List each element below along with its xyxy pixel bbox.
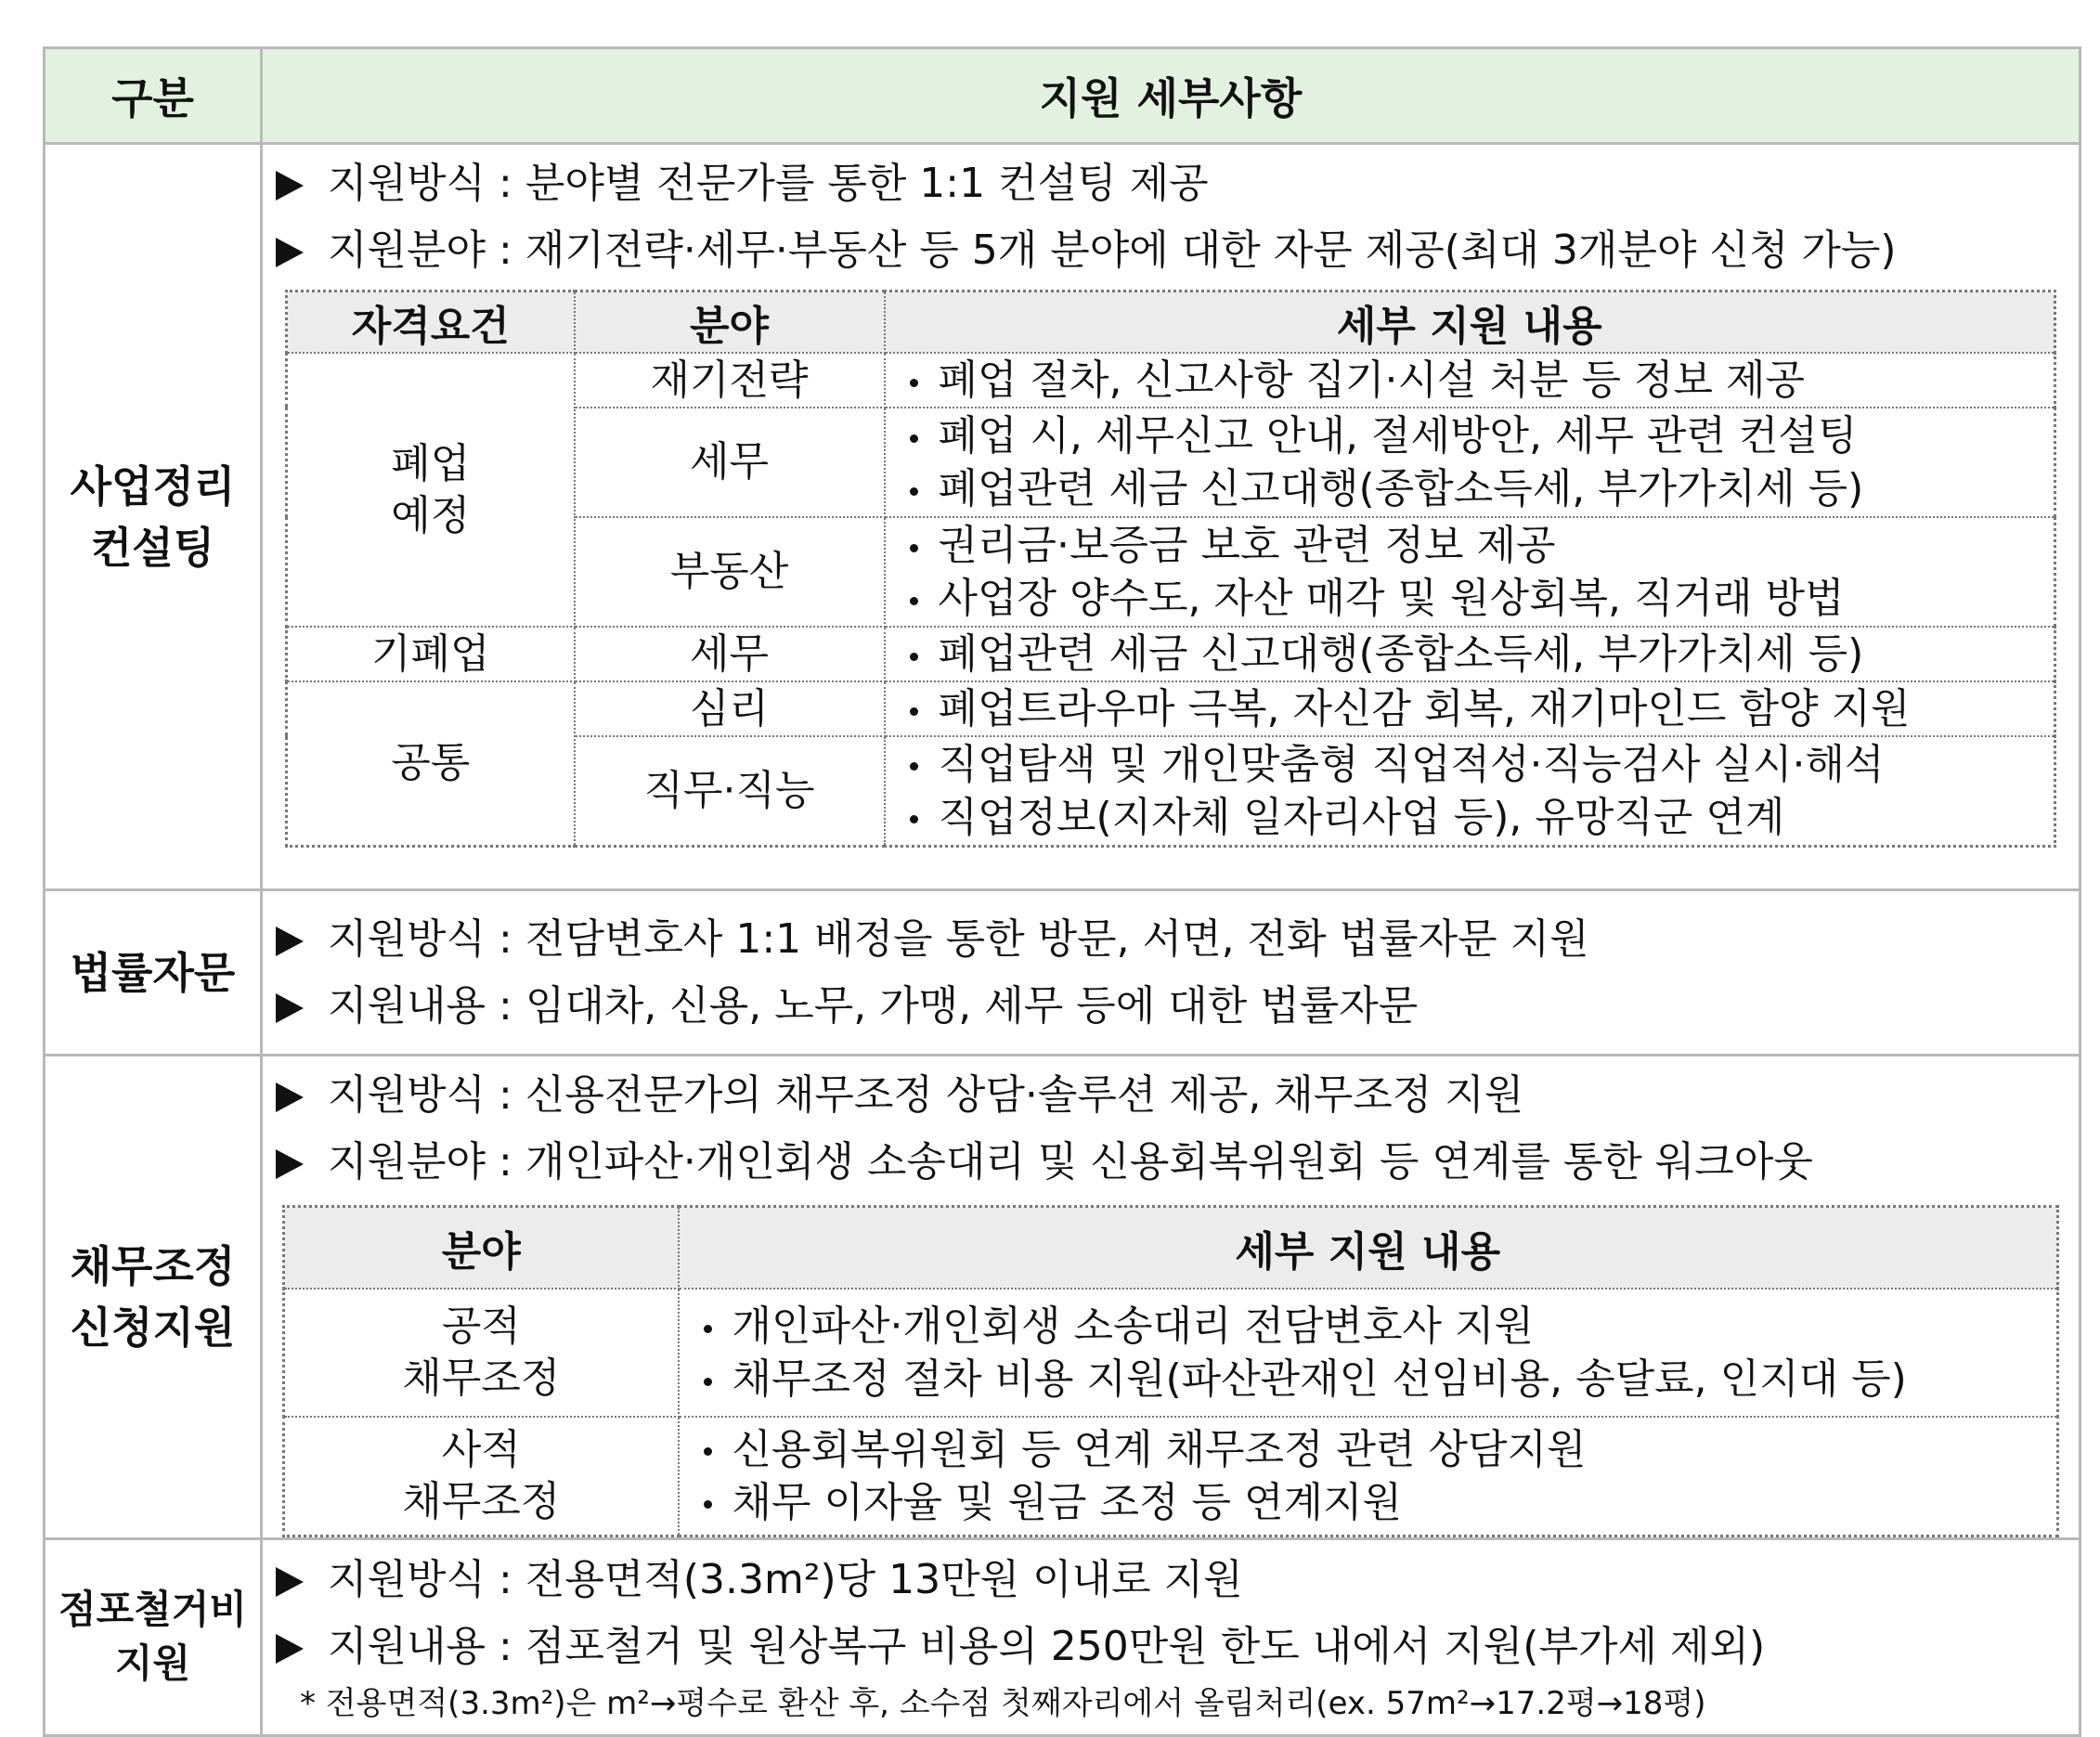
list-item: 직업탐색 및 개인맞춤형 직업적성·직능검사 실시·해석 bbox=[910, 738, 2055, 791]
content-line: 지원내용 : 임대차, 신용, 노무, 가맹, 세무 등에 대한 법률자문 bbox=[263, 973, 2079, 1040]
subheader-details: 세부 지원 내용 bbox=[679, 1207, 2058, 1290]
category-line: 점포철거비 bbox=[58, 1587, 247, 1632]
subheader-eligibility: 자격요건 bbox=[287, 292, 575, 354]
content-line: 지원내용 : 점포철거 및 원상복구 비용의 250만원 한도 내에서 지원(부가세 제외) bbox=[263, 1614, 2079, 1680]
detail-cell bbox=[885, 517, 2055, 627]
bullet-dot-icon bbox=[910, 762, 918, 771]
list-item: 폐업관련 세금 신고대행(종합소득세, 부가가치세 등) bbox=[910, 628, 2055, 681]
triangle-bullet-icon bbox=[276, 1567, 304, 1597]
bullet-dot-icon bbox=[910, 379, 918, 387]
field-job: 직무·직능 bbox=[575, 736, 885, 846]
bullet-dot-icon bbox=[910, 597, 918, 605]
footnote: * 전용면적(3.3m²)은 m²→평수로 환산 후, 소수점 첫째자리에서 올림처리(ex. 57m²→17.2평→18평) bbox=[300, 1685, 1706, 1722]
field-realestate: 부동산 bbox=[575, 517, 885, 627]
list-item: 폐업트라우마 극복, 자신감 회복, 재기마인드 함양 지원 bbox=[910, 682, 2055, 735]
category-line: 채무조정 bbox=[70, 1240, 236, 1291]
group-closed: 기폐업 bbox=[287, 627, 575, 681]
subheader-details: 세부 지원 내용 bbox=[885, 292, 2055, 354]
triangle-bullet-icon bbox=[276, 1082, 304, 1112]
list-item: 사업장 양수도, 자산 매각 및 원상회복, 직거래 방법 bbox=[910, 572, 2055, 625]
detail-cell bbox=[885, 736, 2055, 846]
row-closure-consulting bbox=[45, 144, 2081, 890]
bullet-dot-icon bbox=[910, 544, 918, 552]
category-line: 사업정리 bbox=[70, 460, 236, 512]
detail-cell bbox=[885, 681, 2055, 736]
group-common: 공통 bbox=[287, 681, 575, 846]
field-psych: 심리 bbox=[575, 681, 885, 736]
list-item: 폐업 시, 세무신고 안내, 절세방안, 세무 관련 컨설팅 bbox=[910, 409, 2055, 462]
bullet-dot-icon bbox=[910, 707, 918, 716]
list-item: 폐업관련 세금 신고대행(종합소득세, 부가가치세 등) bbox=[910, 462, 2055, 515]
bullet-dot-icon bbox=[704, 1447, 712, 1456]
category-closure-consulting bbox=[45, 144, 262, 890]
category-demolition bbox=[45, 1538, 262, 1735]
field-tax: 세무 bbox=[575, 408, 885, 517]
detail-cell bbox=[885, 353, 2055, 408]
detail-cell bbox=[885, 627, 2055, 681]
bullet-dot-icon bbox=[704, 1325, 712, 1333]
triangle-bullet-icon bbox=[276, 927, 304, 956]
method-line: 지원방식 : 전용면적(3.3m²)당 13만원 이내로 지원 bbox=[263, 1547, 2079, 1614]
triangle-bullet-icon bbox=[276, 1634, 304, 1664]
debt-subtable bbox=[282, 1205, 2059, 1537]
method-line: 지원방식 : 분야별 전문가를 통한 1:1 컨설팅 제공 bbox=[263, 150, 2079, 217]
row-demolition bbox=[45, 1538, 2081, 1735]
subheader-field: 분야 bbox=[284, 1207, 679, 1290]
support-table bbox=[43, 46, 2081, 1737]
list-item: 폐업 절차, 신고사항 집기·시설 처분 등 정보 제공 bbox=[910, 354, 2055, 407]
fields-line: 지원분야 : 재기전략·세무·부동산 등 5개 분야에 대한 자문 제공(최대 3개분야 신청 가능) bbox=[263, 217, 2079, 284]
field-private: 사적 채무조정 bbox=[284, 1417, 679, 1536]
list-item: 권리금·보증금 보호 관련 정보 제공 bbox=[910, 519, 2055, 572]
field-closed-tax: 세무 bbox=[575, 627, 885, 681]
header-details: 지원 세부사항 bbox=[262, 48, 2081, 144]
bullet-dot-icon bbox=[910, 487, 918, 496]
bullet-dot-icon bbox=[910, 434, 918, 443]
triangle-bullet-icon bbox=[276, 238, 304, 267]
method-line: 지원방식 : 전담변호사 1:1 배정을 통한 방문, 서면, 전화 법률자문 지원 bbox=[263, 906, 2079, 973]
triangle-bullet-icon bbox=[276, 993, 304, 1023]
consulting-subtable bbox=[285, 290, 2056, 848]
method-line: 지원방식 : 신용전문가의 채무조정 상담·솔루션 제공, 채무조정 지원 bbox=[263, 1062, 2079, 1129]
fields-line: 지원분야 : 개인파산·개인회생 소송대리 및 신용회복위원회 등 연계를 통한 워크아웃 bbox=[263, 1129, 2079, 1196]
detail-cell bbox=[679, 1289, 2058, 1417]
bullet-dot-icon bbox=[704, 1378, 712, 1386]
field-public: 공적 채무조정 bbox=[284, 1289, 679, 1417]
bullet-dot-icon bbox=[704, 1500, 712, 1509]
category-debt bbox=[45, 1056, 262, 1539]
detail-cell bbox=[885, 408, 2055, 517]
triangle-bullet-icon bbox=[276, 1149, 304, 1179]
category-line: 신청지원 bbox=[70, 1302, 236, 1353]
row-legal bbox=[45, 890, 2081, 1056]
bullet-dot-icon bbox=[910, 815, 918, 823]
list-item: 직업정보(지자체 일자리사업 등), 유망직군 연계 bbox=[910, 791, 2055, 844]
category-line: 지원 bbox=[114, 1640, 191, 1686]
triangle-bullet-icon bbox=[276, 171, 304, 201]
header-category: 구분 bbox=[45, 48, 262, 144]
field-restart: 재기전략 bbox=[575, 353, 885, 408]
category-legal: 법률자문 bbox=[45, 890, 262, 1056]
category-line: 컨설팅 bbox=[90, 522, 215, 573]
list-item: 신용회복위원회 등 연계 채무조정 관련 상담지원 bbox=[704, 1423, 2057, 1476]
list-item: 채무 이자율 및 원금 조정 등 연계지원 bbox=[704, 1476, 2057, 1529]
group-planned: 폐업 예정 bbox=[287, 353, 575, 627]
subheader-field: 분야 bbox=[575, 292, 885, 354]
list-item: 개인파산·개인회생 소송대리 전담변호사 지원 bbox=[704, 1300, 2057, 1353]
bullet-dot-icon bbox=[910, 653, 918, 661]
row-debt bbox=[45, 1056, 2081, 1539]
list-item: 채무조정 절차 비용 지원(파산관재인 선임비용, 송달료, 인지대 등) bbox=[704, 1353, 2057, 1406]
detail-cell bbox=[679, 1417, 2058, 1536]
